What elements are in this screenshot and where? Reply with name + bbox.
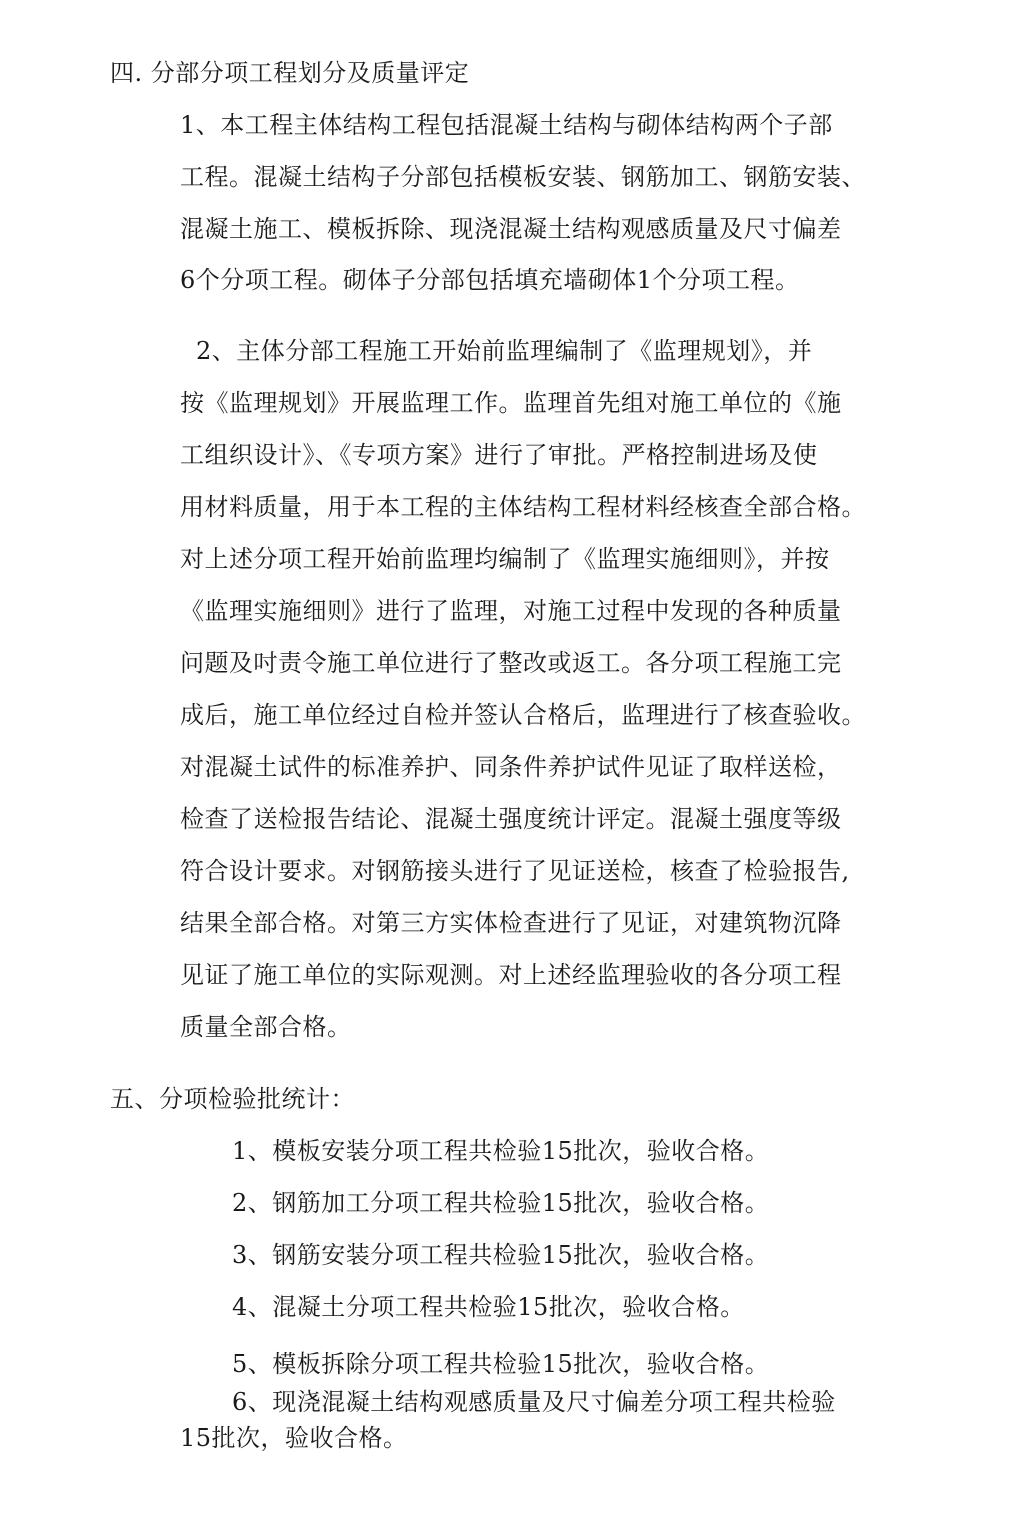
inspection-item-6-line-2: 15批次，验收合格。 [180, 1424, 408, 1452]
para2-line-10: 检查了送检报告结论、混凝土强度统计评定。混凝土强度等级 [180, 805, 842, 833]
inspection-item-4: 4、混凝土分项工程共检验15批次，验收合格。 [232, 1293, 745, 1321]
section-4-heading: 四. 分部分项工程划分及质量评定 [110, 59, 470, 87]
inspection-item-3: 3、钢筋安装分项工程共检验15批次，验收合格。 [232, 1241, 770, 1269]
para2-line-2: 按《监理规划》开展监理工作。监理首先组对施工单位的《施 [180, 389, 842, 417]
inspection-item-2: 2、钢筋加工分项工程共检验15批次，验收合格。 [232, 1189, 770, 1217]
inspection-item-5: 5、模板拆除分项工程共检验15批次，验收合格。 [232, 1350, 770, 1378]
para2-line-5: 对上述分项工程开始前监理均编制了《监理实施细则》，并按 [180, 545, 830, 573]
section-5-heading: 五、分项检验批统计： [110, 1085, 355, 1113]
para1-line-4: 6个分项工程。砌体子分部包括填充墙砌体1个分项工程。 [180, 266, 800, 294]
inspection-item-1: 1、模板安装分项工程共检验15批次，验收合格。 [232, 1137, 770, 1165]
para2-line-9: 对混凝土试件的标准养护、同条件养护试件见证了取样送检， [180, 753, 842, 781]
para2-line-1: 2、主体分部工程施工开始前监理编制了《监理规划》，并 [196, 337, 813, 365]
para2-line-3: 工组织设计》、《专项方案》进行了审批。严格控制进场及使 [180, 441, 818, 469]
para1-line-1: 1、本工程主体结构工程包括混凝土结构与砌体结构两个子部 [180, 111, 833, 139]
para1-line-2: 工程。混凝土结构子分部包括模板安装、钢筋加工、钢筋安装、 [180, 163, 866, 191]
para2-line-12: 结果全部合格。对第三方实体检查进行了见证，对建筑物沉降 [180, 909, 842, 937]
para2-line-6: 《监理实施细则》进行了监理，对施工过程中发现的各种质量 [180, 597, 842, 625]
para2-line-13: 见证了施工单位的实际观测。对上述经监理验收的各分项工程 [180, 961, 842, 989]
para2-line-7: 问题及吋责令施工单位进行了整改或返工。各分项工程施工完 [180, 649, 842, 677]
para2-line-4: 用材料质量，用于本工程的主体结构工程材料经核查全部合格。 [180, 493, 866, 521]
para1-line-3: 混凝土施工、模板拆除、现浇混凝土结构观感质量及尺寸偏差 [180, 215, 842, 243]
para2-line-11: 符合设计要求。对钢筋接头进行了见证送检，核查了检验报告, [180, 857, 850, 885]
para2-line-14: 质量全部合格。 [180, 1013, 352, 1041]
para2-line-8: 成后，施工单位经过自检并签认合格后，监理进行了核查验收。 [180, 701, 866, 729]
inspection-item-6-line-1: 6、现浇混凝土结构观感质量及尺寸偏差分项工程共检验 [232, 1388, 836, 1416]
